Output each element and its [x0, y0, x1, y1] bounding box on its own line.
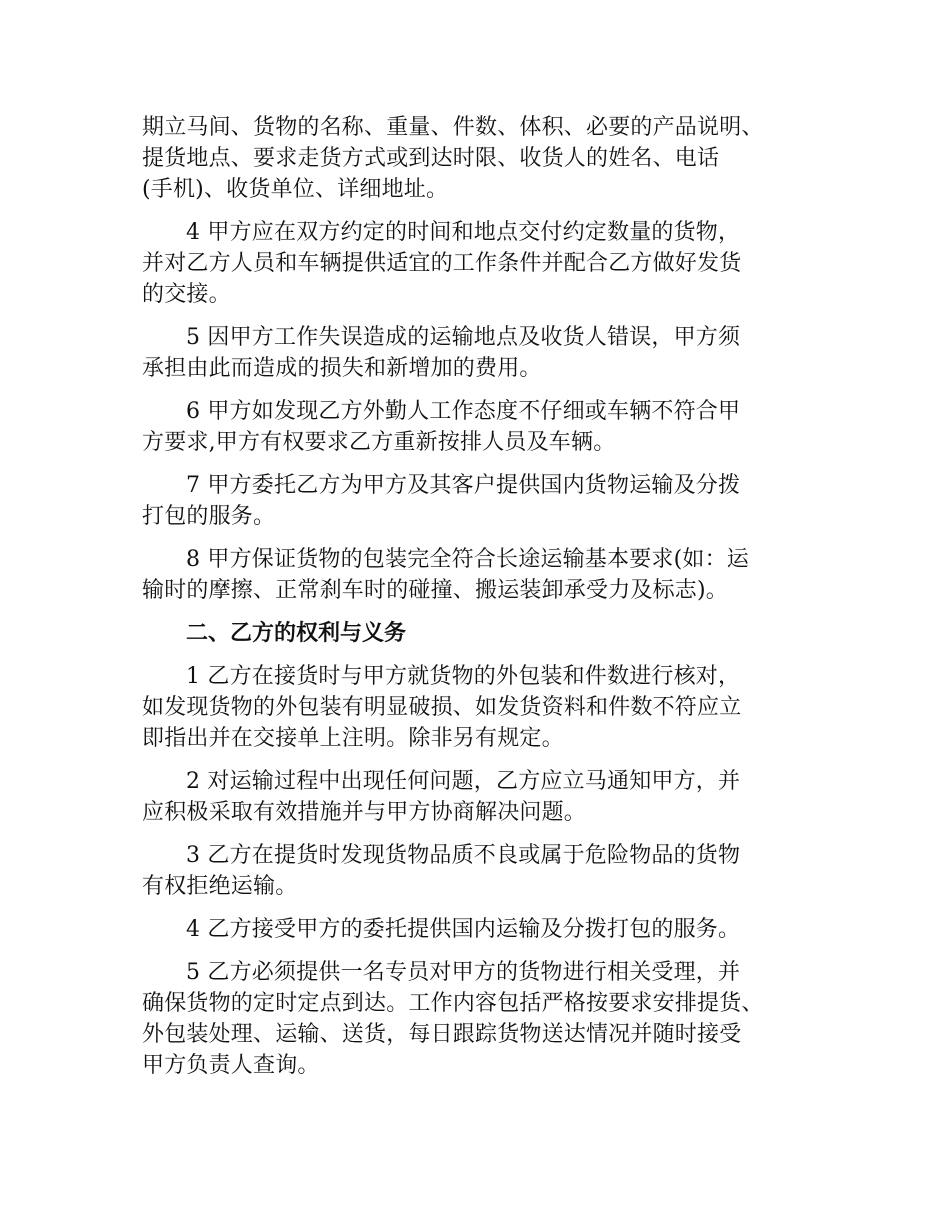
paragraph-b-clause-1	[142, 661, 822, 754]
text-line: 7 甲方委托乙方为甲方及其客户提供国内货物运输及分拨	[186, 473, 741, 498]
text-line: (手机)、收货单位、详细地址。	[142, 177, 449, 202]
text-line: 确保货物的定时定点到达。工作内容包括严格按要求安排提货、	[142, 991, 764, 1016]
text-line: 3 乙方在提货时发现货物品质不良或属于危险物品的货物	[186, 843, 741, 868]
text-line: 期立马间、货物的名称、重量、件数、体积、必要的产品说明、	[142, 115, 764, 140]
paragraph-clause-4	[142, 217, 822, 310]
text-line: 承担由此而造成的损失和新增加的费用。	[142, 356, 542, 381]
text-line: 4 甲方应在双方约定的时间和地点交付约定数量的货物，	[186, 220, 741, 245]
paragraph-clause-7	[142, 470, 822, 532]
text-line: 5 乙方必须提供一名专员对甲方的货物进行相关受理，并	[186, 960, 741, 985]
text-line: 6 甲方如发现乙方外勤人工作态度不仔细或车辆不符合甲	[186, 399, 741, 424]
paragraph-b-clause-2	[142, 766, 822, 828]
paragraph-continuation	[142, 112, 822, 205]
paragraph-clause-8	[142, 544, 822, 606]
paragraph-b-clause-4	[142, 914, 822, 945]
text-line: 8 甲方保证货物的包装完全符合长途运输基本要求(如：运	[186, 547, 749, 572]
text-line: 甲方负责人查询。	[142, 1053, 320, 1078]
text-line: 4 乙方接受甲方的委托提供国内运输及分拨打包的服务。	[186, 917, 741, 942]
text-line: 应积极采取有效措施并与甲方协商解决问题。	[142, 800, 587, 825]
text-line: 即指出并在交接单上注明。除非另有规定。	[142, 726, 564, 751]
text-line: 打包的服务。	[142, 504, 276, 529]
text-line: 输时的摩擦、正常刹车时的碰撞、搬运装卸承受力及标志)。	[142, 578, 728, 603]
text-line: 的交接。	[142, 282, 231, 307]
paragraph-b-clause-3	[142, 840, 822, 902]
text-line: 提货地点、要求走货方式或到达时限、收货人的姓名、电话	[142, 146, 720, 171]
paragraph-clause-6	[142, 396, 822, 458]
text-line: 2 对运输过程中出现任何问题，乙方应立马通知甲方，并	[186, 769, 741, 794]
text-line: 方要求,甲方有权要求乙方重新按排人员及车辆。	[142, 430, 616, 455]
section-heading: 二、乙方的权利与义务	[186, 621, 407, 646]
text-line: 1 乙方在接货时与甲方就货物的外包装和件数进行核对，	[186, 664, 741, 689]
text-line: 5 因甲方工作失误造成的运输地点及收货人错误，甲方须	[186, 325, 741, 350]
document-page	[142, 112, 822, 1093]
text-line: 外包装处理、运输、送货，每日跟踪货物送达情况并随时接受	[142, 1022, 742, 1047]
paragraph-clause-5	[142, 322, 822, 384]
text-line: 如发现货物的外包装有明显破损、如发货资料和件数不符应立	[142, 695, 742, 720]
text-line: 并对乙方人员和车辆提供适宜的工作条件并配合乙方做好发货	[142, 251, 742, 276]
paragraph-b-clause-5	[142, 957, 822, 1081]
text-line: 有权拒绝运输。	[142, 874, 298, 899]
